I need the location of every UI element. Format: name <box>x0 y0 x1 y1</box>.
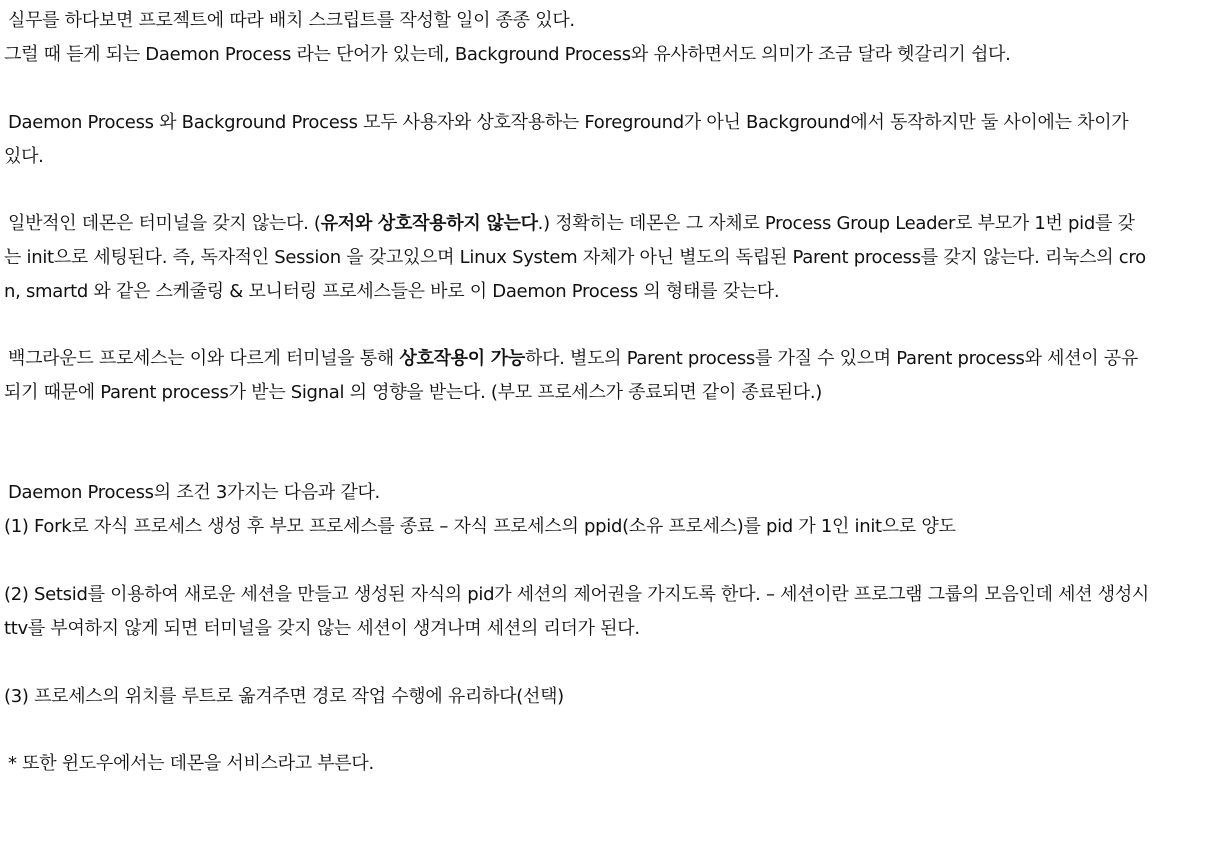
background-emphasis: 상호작용이 가능 <box>399 348 525 369</box>
common-line-1: Daemon Process 와 Background Process 모두 사용자와 상호작용하는 Foreground가 아닌 Background에서 동작하지만 둘 사이에는 차이가 <box>8 112 1129 133</box>
daemon-line-2: 는 init으로 세팅된다. 즉, 독자적인 Session 을 갖고있으며 Linux System 자체가 아닌 별도의 독립된 Parent process를 갖지 않는다. 리눅스의 cro <box>4 247 1146 268</box>
daemon-line-1-pre: 일반적인 데몬은 터미널을 갖지 않는다. ( <box>8 213 321 234</box>
background-line-1-post: 하다. 별도의 Parent process를 가질 수 있으며 Parent process와 세션이 공유 <box>524 348 1138 369</box>
daemon-line-1 <box>8 211 1215 239</box>
daemon-line-1-post: .) 정확히는 데몬은 그 자체로 Process Group Leader로 부모가 1번 pid를 갖 <box>537 213 1135 234</box>
background-line-1-pre: 백그라운드 프로세스는 이와 다르게 터미널을 통해 <box>8 348 400 369</box>
intro-line-1: 실무를 하다보면 프로젝트에 따라 배치 스크립트를 작성할 일이 종종 있다. <box>8 10 575 31</box>
daemon-line-3: n, smartd 와 같은 스케줄링 & 모니터링 프로세스들은 바로 이 Daemon Process 의 형태를 갖는다. <box>4 281 780 302</box>
conditions-heading: Daemon Process의 조건 3가지는 다음과 같다. <box>8 482 380 503</box>
windows-note: * 또한 윈도우에서는 데몬을 서비스라고 부른다. <box>8 753 374 774</box>
condition-item-3: (3) 프로세스의 위치를 루트로 옮겨주면 경로 작업 수행에 유리하다(선택) <box>4 686 564 707</box>
daemon-emphasis: 유저와 상호작용하지 않는다 <box>320 213 538 234</box>
background-line-2: 되기 때문에 Parent process가 받는 Signal 의 영향을 받는다. (부모 프로세스가 종료되면 같이 종료된다.) <box>4 382 822 403</box>
condition-item-1: (1) Fork로 자식 프로세스 생성 후 부모 프로세스를 종료 – 자식 프로세스의 ppid(소유 프로세스)를 pid 가 1인 init으로 양도 <box>4 516 956 537</box>
condition-item-2-line-2: ttv를 부여하지 않게 되면 터미널을 갖지 않는 세션이 생겨나며 세션의 리더가 된다. <box>4 618 640 639</box>
condition-item-2-line-1: (2) Setsid를 이용하여 새로운 세션을 만들고 생성된 자식의 pid가 세션의 제어권을 가지도록 한다. – 세션이란 프로그램 그룹의 모음인데 세션 생성시 <box>4 584 1149 605</box>
intro-line-2: 그럴 때 듣게 되는 Daemon Process 라는 단어가 있는데, Background Process와 유사하면서도 의미가 조금 달라 헷갈리기 쉽다. <box>4 44 1011 65</box>
background-line-1 <box>8 346 1215 374</box>
common-line-2: 있다. <box>4 146 44 167</box>
